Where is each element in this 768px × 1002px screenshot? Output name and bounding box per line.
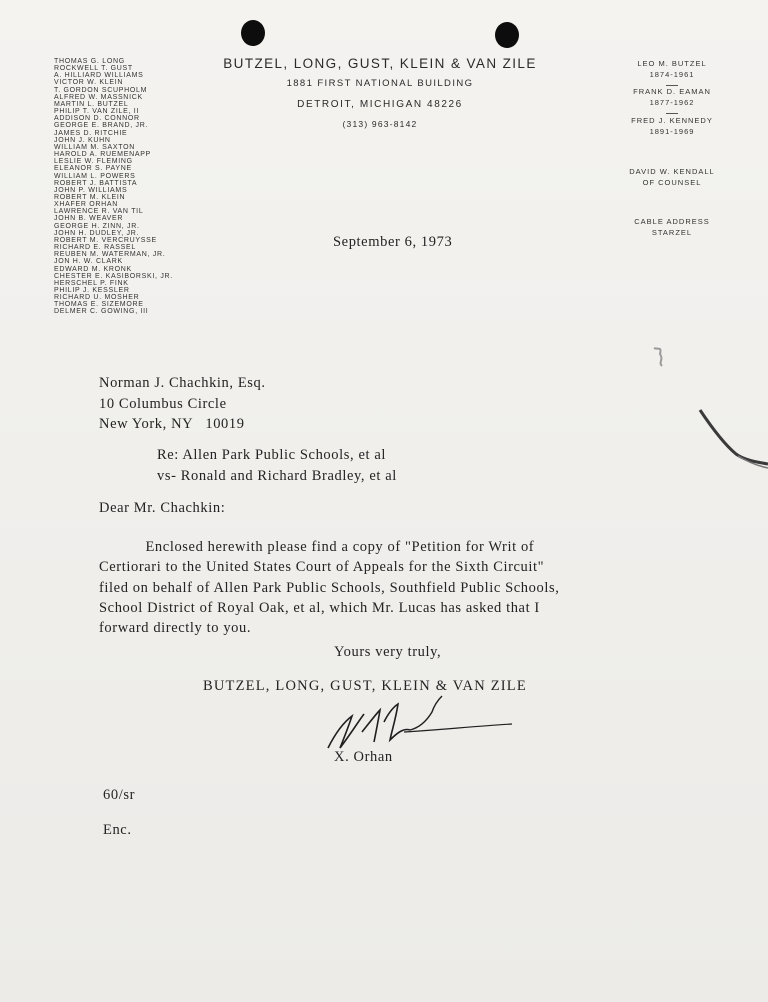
body-line: Enclosed herewith please find a copy of "Petition for Writ of: [99, 539, 535, 555]
partner-name: XHAFER ORHAN: [54, 201, 119, 209]
partner-name: THOMAS G. LONG: [54, 58, 125, 65]
body-line: forward directly to you.: [99, 620, 252, 637]
former-partner-years: 1891-1969: [649, 126, 695, 136]
body-line: School District of Royal Oak, et al, which Mr. Lucas has asked that I: [99, 599, 540, 616]
counsel-role: OF COUNSEL: [642, 177, 702, 187]
partner-name: PHILIP J. KESSLER: [54, 287, 130, 294]
partner-name: DELMER C. GOWING, III: [54, 308, 149, 316]
of-counsel: [624, 167, 720, 188]
address-line: New York, NY 10019: [99, 416, 245, 432]
partner-name: EDWARD M. KRONK: [54, 265, 132, 273]
partner-name: LAWRENCE R. VAN TIL: [54, 208, 144, 216]
former-partner-years: 1874-1961: [649, 69, 695, 79]
partner-name: HAROLD A. RUEMENAPP: [54, 151, 151, 159]
firm-name-heading: BUTZEL, LONG, GUST, KLEIN & VAN ZILE: [223, 56, 537, 71]
partner-name: PHILIP T. VAN ZILE, II: [54, 108, 140, 116]
firm-signature-line: BUTZEL, LONG, GUST, KLEIN & VAN ZILE: [203, 678, 527, 694]
partner-name: RICHARD U. MOSHER: [54, 294, 140, 302]
re-line: vs- Ronald and Richard Bradley, et al: [157, 467, 397, 484]
partner-name: REUBEN M. WATERMAN, JR.: [54, 251, 166, 259]
enclosure-note: Enc.: [103, 822, 132, 838]
paper-tear-mark: [640, 340, 768, 480]
partner-name: THOMAS E. SIZEMORE: [54, 301, 144, 309]
partner-name: GEORGE H. ZINN, JR.: [54, 222, 140, 230]
closing: Yours very truly,: [334, 644, 442, 660]
body-line: Certiorari to the United States Court of Appeals for the Sixth Circuit": [99, 559, 545, 576]
former-partner-3: [624, 116, 720, 137]
partner-name: LESLIE W. FLEMING: [54, 158, 133, 166]
former-partner-2: [624, 87, 720, 119]
partner-name: WILLIAM L. POWERS: [54, 172, 136, 180]
cable-value: STARZEL: [651, 227, 693, 237]
partner-name: JOHN P. WILLIAMS: [54, 186, 128, 194]
counsel-name: DAVID W. KENDALL: [629, 167, 715, 176]
partner-name: JAMES D. RITCHIE: [54, 129, 128, 137]
salutation: Dear Mr. Chachkin:: [99, 500, 226, 516]
letter-body: [99, 537, 559, 638]
partner-name: JON H. W. CLARK: [54, 258, 123, 266]
cable-address: [624, 217, 720, 238]
handwritten-signature: [318, 692, 518, 756]
address-line: 10 Columbus Circle: [99, 395, 227, 412]
former-partner-years: 1877-1962: [649, 97, 695, 107]
partner-name: CHESTER E. KASIBORSKI, JR.: [54, 272, 173, 280]
former-partner-1: [624, 59, 720, 91]
partner-name: WILLIAM M. SAXTON: [54, 143, 136, 151]
partners-list: [54, 58, 173, 316]
partner-name: T. GORDON SCUPHOLM: [54, 86, 148, 94]
partner-name: ELEANOR S. PAYNE: [54, 165, 132, 173]
cable-label: CABLE ADDRESS: [634, 217, 710, 226]
partner-name: RICHARD E. RASSEL: [54, 244, 136, 252]
partner-name: A. HILLIARD WILLIAMS: [54, 72, 144, 80]
partner-name: HERSCHEL P. FINK: [54, 279, 129, 287]
recipient-address: [99, 373, 266, 435]
partner-name: JOHN B. WEAVER: [54, 215, 124, 223]
re-line: Re: Allen Park Public Schools, et al: [157, 447, 387, 463]
subject-reference: [157, 445, 397, 486]
partner-name: VICTOR W. KLEIN: [54, 79, 124, 87]
partner-name: ROBERT M. KLEIN: [54, 193, 126, 201]
former-partner-name: LEO M. BUTZEL: [637, 59, 707, 68]
firm-building: 1881 FIRST NATIONAL BUILDING: [286, 78, 474, 89]
partner-name: ALFRED W. MASSNICK: [54, 93, 143, 101]
reference-initials: 60/sr: [103, 787, 135, 803]
letter-date: September 6, 1973: [333, 234, 453, 250]
address-line: Norman J. Chachkin, Esq.: [99, 375, 266, 391]
partner-name: GEORGE E. BRAND, JR.: [54, 122, 149, 130]
firm-city: DETROIT, MICHIGAN 48226: [297, 99, 463, 110]
partner-name: MARTIN L. BUTZEL: [54, 100, 129, 108]
firm-phone: (313) 963-8142: [342, 119, 418, 129]
partner-name: ADDISON D. CONNOR: [54, 115, 140, 123]
partner-name: ROBERT M. VERCRUYSSE: [54, 236, 157, 244]
former-partner-name: FRANK D. EAMAN: [633, 87, 711, 96]
partner-name: ROBERT J. BATTISTA: [54, 179, 138, 187]
punch-hole-right: [495, 22, 519, 48]
former-partner-name: FRED J. KENNEDY: [631, 116, 713, 125]
partner-name: JOHN H. DUDLEY, JR.: [54, 229, 140, 237]
signer-name: X. Orhan: [334, 749, 393, 765]
punch-hole-left: [241, 20, 265, 46]
partner-name: ROCKWELL T. GUST: [54, 65, 133, 73]
partner-name: JOHN J. KUHN: [54, 136, 111, 144]
body-line: filed on behalf of Allen Park Public Schools, Southfield Public Schools,: [99, 579, 560, 596]
